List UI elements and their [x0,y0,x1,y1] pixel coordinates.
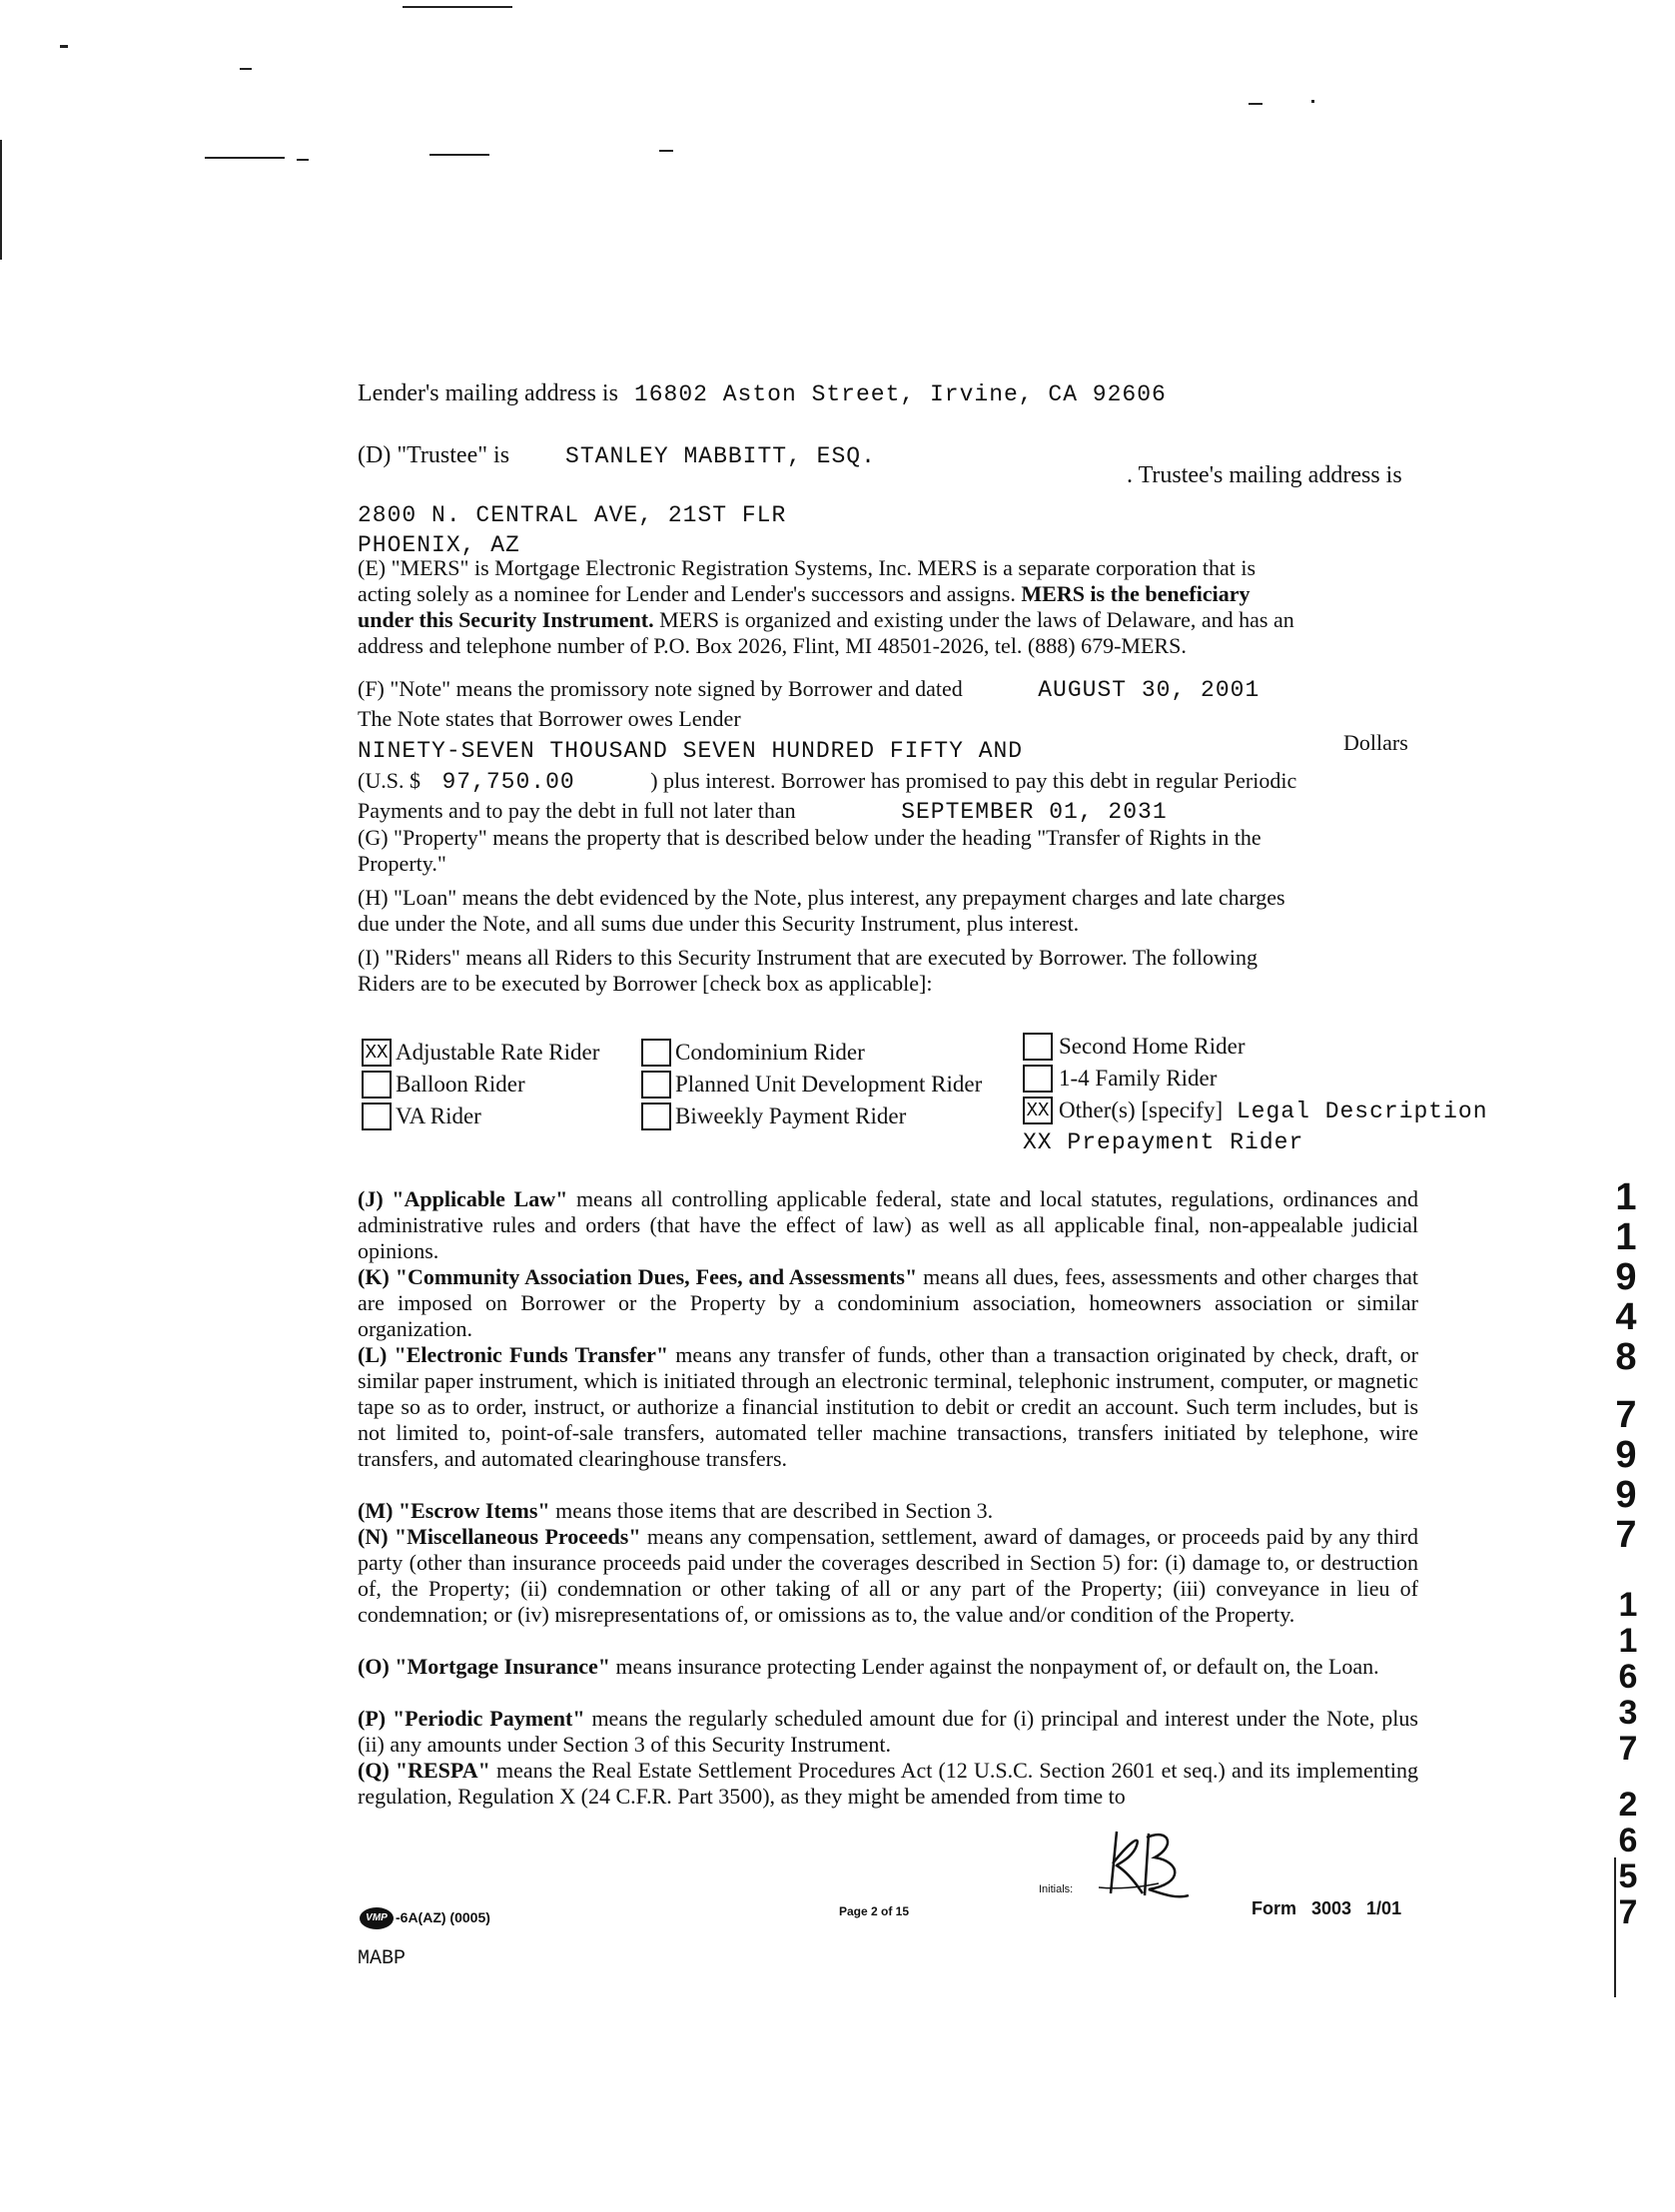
checkbox-1-4-family-rider[interactable] [1023,1065,1053,1093]
scan-mark [1249,103,1262,105]
checkbox-pud-rider[interactable] [641,1071,671,1099]
note-line4-text: Payments and to pay the debt in full not later than [358,798,796,823]
checkbox-other-rider[interactable]: XX [1023,1097,1053,1124]
recording-digit: 1 [1618,1622,1638,1660]
scan-mark [297,159,309,161]
recording-digit: 5 [1618,1857,1638,1895]
loan-line2: due under the Note, and all sums due under this Security Instrument, plus interest. [358,911,1080,936]
form-logo-icon: VMP [360,1907,394,1929]
mers-line3-text: MERS is organized and existing under the laws of Delaware, and has an [659,607,1294,632]
note-line4 [358,797,1168,826]
checkbox-balloon-rider[interactable] [362,1071,392,1099]
definition-electronic-funds-transfer [358,1342,1418,1472]
recording-digit: 6 [1618,1822,1638,1859]
form-code: -6A(AZ) (0005) [396,1909,490,1925]
term-miscellaneous-proceeds: (N) "Miscellaneous Proceeds" [358,1524,641,1549]
trustee-name: STANLEY MABBITT, ESQ. [565,443,876,469]
text-periodic-payment: means the regularly scheduled amount due for (i) principal and interest under the Note, plus (ii) any amounts under Section 3 of this Security Instrument. [358,1706,1418,1757]
definition-respa [358,1758,1418,1810]
scan-mark [205,157,285,159]
label-other-rider [1059,1097,1488,1125]
recording-digit: 9 [1615,1434,1637,1476]
term-escrow-items: (M) "Escrow Items" [358,1498,550,1523]
recording-digit: 1 [1615,1176,1637,1218]
recording-digit: 2 [1618,1786,1638,1824]
note-text: (F) "Note" means the promissory note signed by Borrower and dated [358,676,963,701]
label-biweekly-payment-rider: Biweekly Payment Rider [675,1104,907,1128]
label-va-rider: VA Rider [396,1104,481,1128]
label-condominium-rider: Condominium Rider [675,1040,865,1065]
loan-definition [358,885,1418,937]
text-mortgage-insurance: means insurance protecting Lender against the nonpayment of, or default on, the Loan. [609,1654,1379,1679]
checkbox-condominium-rider[interactable] [641,1039,671,1067]
checkbox-biweekly-payment-rider[interactable] [641,1103,671,1130]
property-line1: (G) "Property" means the property that is described below under the heading "Transfer of Rights in the [358,825,1261,850]
mers-line2-text: acting solely as a nominee for Lender and Lender's successors and assigns. [358,581,1016,606]
scan-mark [1311,100,1314,103]
trustee-address-line1: 2800 N. CENTRAL AVE, 21ST FLR [358,502,787,528]
mers-line2-bold: MERS is the beneficiary [1021,581,1251,606]
mers-line3-bold: under this Security Instrument. [358,607,654,632]
note-amount-words: NINETY-SEVEN THOUSAND SEVEN HUNDRED FIFTY AND [358,738,1024,764]
recording-digit: 9 [1615,1256,1637,1298]
note-date: AUGUST 30, 2001 [1038,677,1260,703]
recording-digit: 7 [1618,1893,1638,1931]
mers-line1: (E) "MERS" is Mortgage Electronic Registration Systems, Inc. MERS is a separate corporation that is [358,555,1256,580]
text-electronic-funds-transfer: means any transfer of funds, other than a transaction originated by check, draft, or similar paper instrument, which is initiated through an electronic terminal, telephonic instrument, computer, or magnetic tape so as to order, instruct, or authorize a financial institution to debit or credit an account. Such term includes, but is not limited to, point-of-sale transfers, automated teller machine transactions, transfers initiated by telephone, wire transfers, and automated clearinghouse transfers. [358,1342,1418,1471]
checkbox-adjustable-rate-rider[interactable]: XX [362,1039,392,1067]
checkbox-second-home-rider[interactable] [1023,1033,1053,1061]
label-adjustable-rate-rider: Adjustable Rate Rider [396,1040,600,1065]
definition-periodic-payment [358,1706,1418,1758]
initials-label: Initials: [1039,1883,1074,1895]
text-community-association: means all dues, fees, assessments and other charges that are imposed on Borrower or the Property by a condominium association, homeowners association or similar organization. [358,1264,1418,1341]
lender-address-label: Lender's mailing address is [358,380,618,406]
text-miscellaneous-proceeds: means any compensation, settlement, award of damages, or proceeds paid by any third party (other than insurance proceeds paid under the coverages described in Section 5) for: (i) damage to, or destruction of, the Property; (ii) condemnation or other taking of all or any part of the Property; (iii) conveyance in lieu of condemnation; or (iv) misrepresentations of, or omissions as to, the value and/or condition of the Property. [358,1524,1418,1627]
trustee-address-line2: PHOENIX, AZ [358,532,520,558]
mers-definition [358,555,1418,659]
recording-digit: 3 [1618,1694,1638,1732]
signature-scribble-icon [1089,1824,1199,1903]
text-escrow-items: means those items that are described in Section 3. [549,1498,994,1523]
recording-digit: 9 [1615,1474,1637,1516]
definition-escrow-items [358,1498,1418,1524]
note-dollars: Dollars [1343,730,1408,755]
initials-signature [1089,1824,1199,1903]
other-rider-line2: XX Prepayment Rider [1023,1129,1304,1155]
note-amount: 97,750.00 [441,769,575,795]
riders-line1: (I) "Riders" means all Riders to this Security Instrument that are executed by Borrower. The following [358,945,1258,970]
scan-mark [60,45,68,48]
note-line2: The Note states that Borrower owes Lender [358,706,741,731]
form-number: Form 3003 1/01 [1252,1898,1402,1918]
scan-mark [240,68,252,70]
recording-digit: 7 [1618,1730,1638,1768]
property-line2: Property." [358,851,446,876]
other-rider-specify: Legal Description [1236,1099,1488,1124]
scan-mark [659,150,673,152]
term-mortgage-insurance: (O) "Mortgage Insurance" [358,1654,610,1679]
mabp-code: MABP [358,1947,407,1970]
term-electronic-funds-transfer: (L) "Electronic Funds Transfer" [358,1342,669,1367]
trustee-label: (D) "Trustee" is [358,442,510,468]
term-periodic-payment: (P) "Periodic Payment" [358,1706,585,1731]
note-line3 [358,767,1296,796]
recording-digit: 6 [1618,1658,1638,1696]
note-line3-text: ) plus interest. Borrower has promised to pay this debt in regular Periodic [650,768,1297,793]
scan-mark [429,154,489,156]
recording-digit: 1 [1618,1586,1638,1624]
label-second-home-rider: Second Home Rider [1059,1034,1246,1059]
other-rider-text: Other(s) [specify] [1059,1098,1224,1122]
mers-line2 [358,581,1418,607]
recording-digit: 7 [1615,1394,1637,1436]
recording-digit: 1 [1615,1216,1637,1258]
note-line1 [358,675,1259,704]
recording-digit: 8 [1615,1336,1637,1378]
note-maturity: SEPTEMBER 01, 2031 [901,799,1168,825]
scan-mark [403,6,512,8]
page-number: Page 2 of 15 [839,1904,910,1918]
definition-applicable-law [358,1186,1418,1264]
text-applicable-law: means all controlling applicable federal, state and local statutes, regulations, ordinances and administrative rules and orders (that have the effect of law) as well as all applicable final, non-appealable judicial opinions. [358,1186,1418,1263]
label-pud-rider: Planned Unit Development Rider [675,1072,983,1097]
recording-digit: 4 [1615,1296,1637,1338]
label-balloon-rider: Balloon Rider [396,1072,525,1097]
text-respa: means the Real Estate Settlement Procedures Act (12 U.S.C. Section 2601 et seq.) and its implementing regulation, Regulation X (24 C.F.R. Part 3500), as they might be amended from time to [358,1758,1418,1809]
riders-line2: Riders are to be executed by Borrower [check box as applicable]: [358,971,933,996]
loan-line1: (H) "Loan" means the debt evidenced by the Note, plus interest, any prepayment charges and late charges [358,885,1285,910]
lender-address-line [358,379,1167,408]
definition-community-association [358,1264,1418,1342]
term-community-association: (K) "Community Association Dues, Fees, and Assessments" [358,1264,918,1289]
checkbox-va-rider[interactable] [362,1103,392,1130]
property-definition [358,825,1418,877]
label-1-4-family-rider: 1-4 Family Rider [1059,1066,1218,1091]
term-applicable-law: (J) "Applicable Law" [358,1186,568,1211]
term-respa: (Q) "RESPA" [358,1758,490,1783]
definition-miscellaneous-proceeds [358,1524,1418,1628]
trustee-mailing-label: . Trustee's mailing address is [1127,462,1402,488]
riders-definition [358,945,1418,997]
scan-mark [0,140,2,260]
trustee-line [358,441,876,470]
note-us-label: (U.S. $ [358,768,420,793]
mers-line4: address and telephone number of P.O. Box 2026, Flint, MI 48501-2026, tel. (888) 679-MERS. [358,633,1187,658]
lender-address-value: 16802 Aston Street, Irvine, CA 92606 [633,381,1167,407]
mers-line3 [358,607,1418,633]
definition-mortgage-insurance [358,1654,1418,1680]
recording-digit: 7 [1615,1514,1637,1556]
